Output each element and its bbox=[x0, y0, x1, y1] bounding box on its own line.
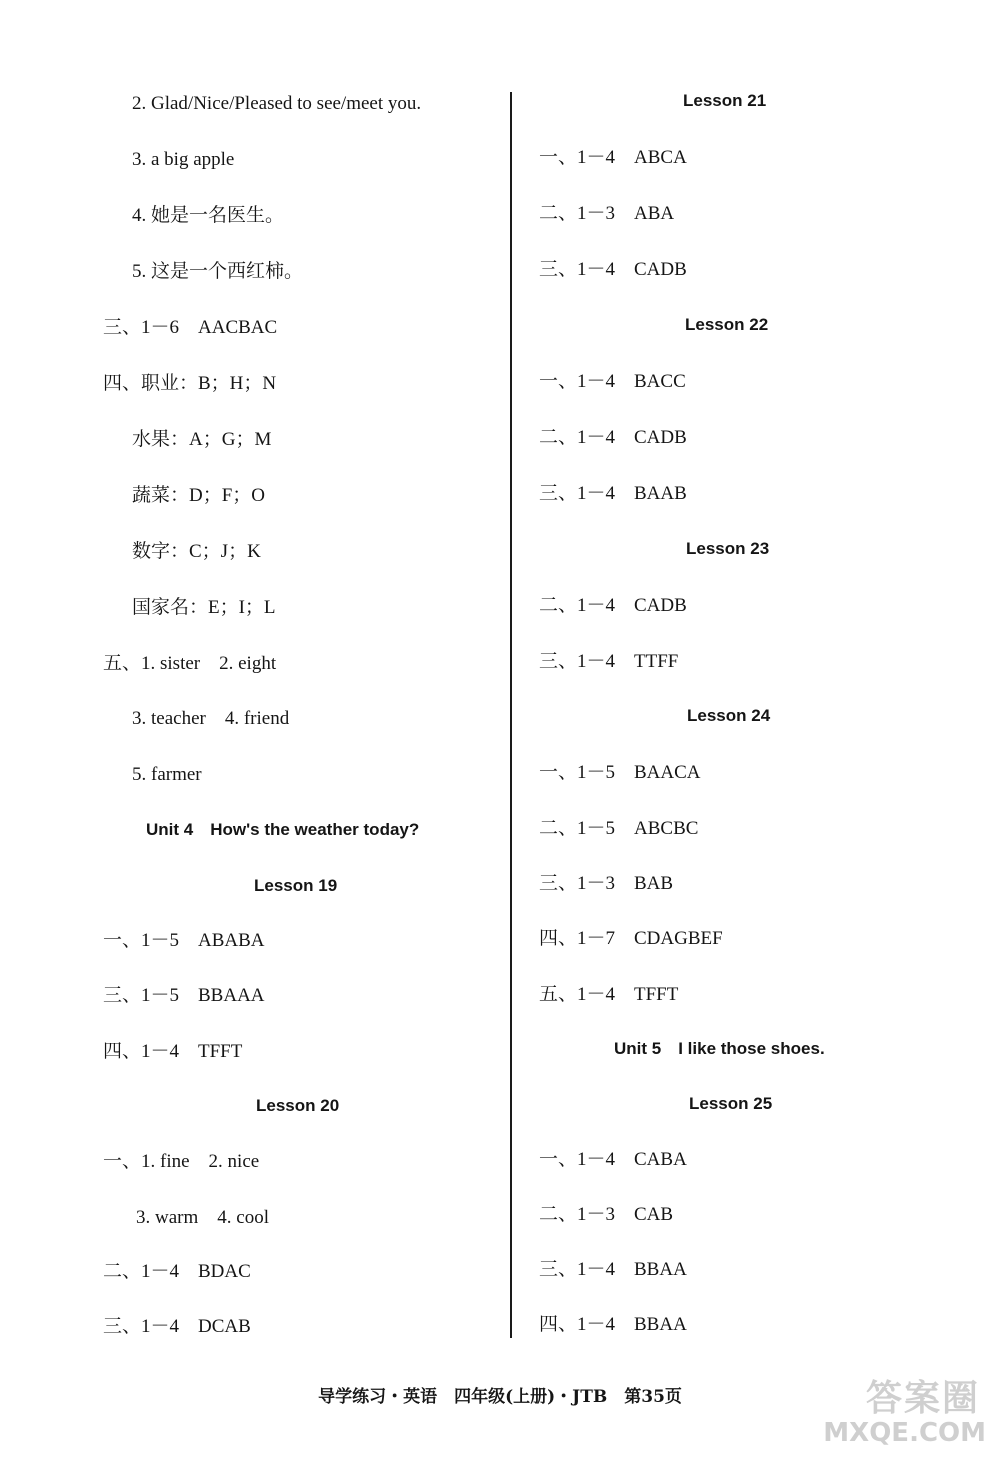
column-divider bbox=[510, 92, 512, 1338]
answer-line: 二、1－4 CADB bbox=[539, 427, 687, 448]
answer-line: 五、1－4 TFFT bbox=[539, 984, 679, 1005]
answer-line: 四、1－4 TFFT bbox=[103, 1041, 243, 1062]
answer-line: 3. a big apple bbox=[132, 149, 235, 170]
answer-line: 二、1－4 BDAC bbox=[103, 1261, 251, 1282]
answer-line: 三、1－6 AACBAC bbox=[103, 317, 278, 338]
answer-line: 数字：C；J；K bbox=[132, 541, 261, 562]
page-footer: 导学练习・英语 四年级(上册)・JTB 第35页 bbox=[318, 1387, 682, 1407]
unit-heading: Unit 5 I like those shoes. bbox=[614, 1039, 825, 1058]
answer-line: 三、1－4 BBAA bbox=[539, 1259, 687, 1280]
answer-line: 三、1－4 CADB bbox=[539, 259, 687, 280]
answer-line: 四、1－4 BBAA bbox=[539, 1314, 687, 1335]
answer-line: 水果：A；G；M bbox=[132, 429, 272, 450]
lesson-heading: Lesson 24 bbox=[687, 706, 771, 725]
answer-line: 一、1－5 BAACA bbox=[539, 762, 701, 783]
answer-line: 四、1－7 CDAGBEF bbox=[539, 928, 723, 949]
answer-line: 5. 这是一个西红柿。 bbox=[132, 261, 304, 282]
answer-line: 二、1－3 ABA bbox=[539, 203, 675, 224]
lesson-heading: Lesson 21 bbox=[683, 91, 767, 110]
answer-line: 一、1－5 ABABA bbox=[103, 930, 265, 951]
answer-line: 三、1－4 DCAB bbox=[103, 1316, 251, 1337]
answer-line: 三、1－3 BAB bbox=[539, 873, 674, 894]
answer-line: 3. warm 4. cool bbox=[136, 1207, 269, 1228]
answer-line: 一、1－4 CABA bbox=[539, 1149, 687, 1170]
answer-line: 蔬菜：D；F；O bbox=[132, 485, 266, 506]
answer-line: 一、1－4 ABCA bbox=[539, 147, 687, 168]
answer-line: 4. 她是一名医生。 bbox=[132, 205, 285, 226]
lesson-heading: Lesson 25 bbox=[689, 1094, 773, 1113]
lesson-heading: Lesson 20 bbox=[256, 1096, 340, 1115]
watermark-url: MXQE.COM bbox=[823, 1418, 986, 1448]
answer-line: 5. farmer bbox=[132, 764, 202, 785]
answer-line: 国家名：E；I；L bbox=[132, 597, 276, 618]
answer-line: 五、1. sister 2. eight bbox=[103, 653, 277, 674]
answer-line: 二、1－5 ABCBC bbox=[539, 818, 699, 839]
answer-line: 三、1－4 TTFF bbox=[539, 651, 679, 672]
answer-line: 二、1－3 CAB bbox=[539, 1204, 674, 1225]
answer-line: 一、1－4 BACC bbox=[539, 371, 686, 392]
answer-line: 四、职业：B；H；N bbox=[103, 373, 277, 394]
answer-line: 一、1. fine 2. nice bbox=[103, 1151, 260, 1172]
watermark-logo-text: 答案圈 bbox=[865, 1378, 980, 1419]
lesson-heading: Lesson 22 bbox=[685, 315, 769, 334]
lesson-heading: Lesson 23 bbox=[686, 539, 770, 558]
answer-line: 3. teacher 4. friend bbox=[132, 708, 290, 729]
unit-heading: Unit 4 How's the weather today? bbox=[146, 820, 420, 839]
site-watermark bbox=[806, 1368, 986, 1448]
answer-line: 三、1－5 BBAAA bbox=[103, 985, 265, 1006]
lesson-heading: Lesson 19 bbox=[254, 876, 338, 895]
answer-line: 2. Glad/Nice/Pleased to see/meet you. bbox=[132, 93, 422, 114]
answer-line: 三、1－4 BAAB bbox=[539, 483, 687, 504]
answer-line: 二、1－4 CADB bbox=[539, 595, 687, 616]
